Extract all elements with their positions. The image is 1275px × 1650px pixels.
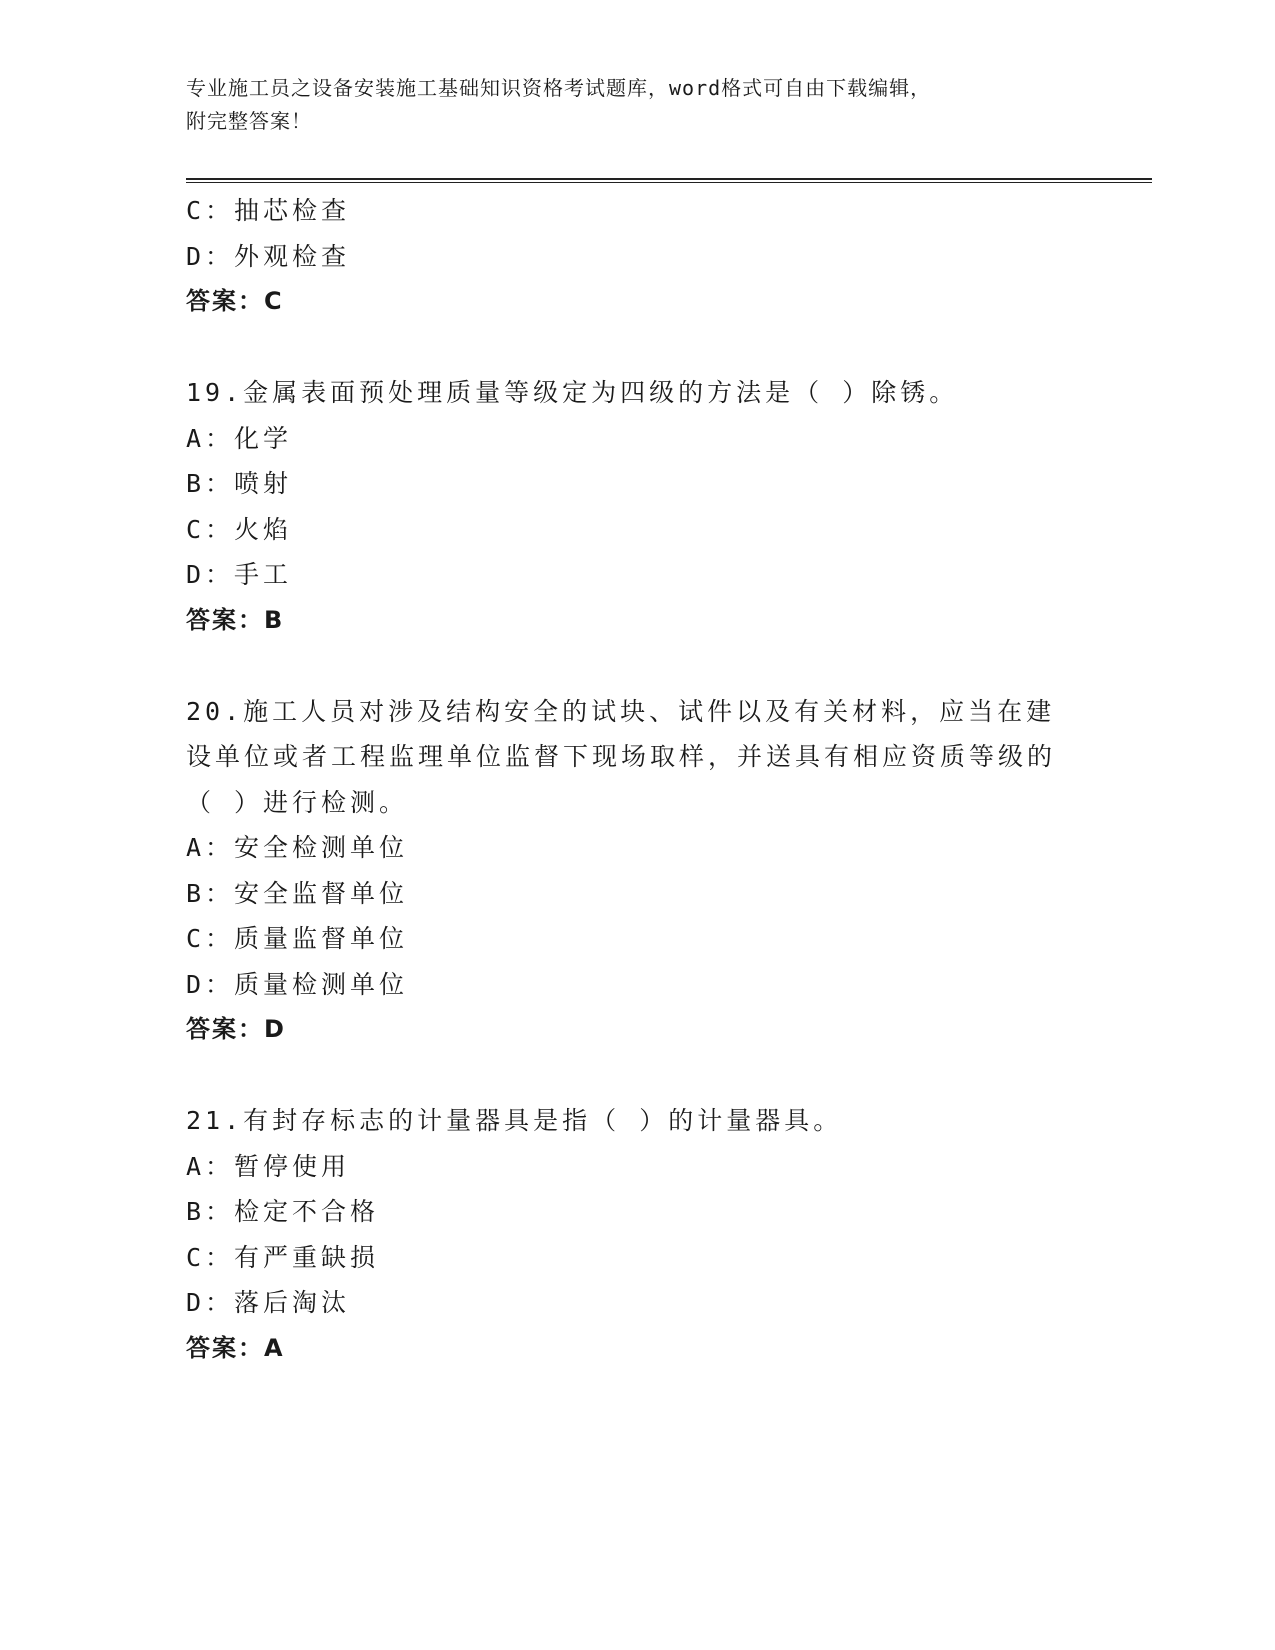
answer: 答案：D xyxy=(186,1015,286,1043)
document-header xyxy=(186,72,1086,138)
answer: 答案：C xyxy=(186,287,284,315)
spacer xyxy=(186,1053,1086,1099)
option-b: B：喷射 xyxy=(186,469,293,498)
question-19 xyxy=(186,370,1086,643)
question-21 xyxy=(186,1098,1086,1371)
option-d: D：落后淘汰 xyxy=(186,1288,351,1317)
header-divider xyxy=(186,178,1152,183)
header-line-1: 专业施工员之设备安装施工基础知识资格考试题库，word格式可自由下载编辑， xyxy=(186,76,932,100)
option-c: C：火焰 xyxy=(186,514,293,544)
option-d: D：手工 xyxy=(186,560,293,589)
option-b: B：检定不合格 xyxy=(186,1197,380,1226)
option-d: D：质量检测单位 xyxy=(186,969,409,999)
option-d: D：外观检查 xyxy=(186,241,351,271)
option-a: A：化学 xyxy=(186,423,293,453)
spacer xyxy=(186,325,1086,371)
question-list xyxy=(186,188,1086,1371)
spacer xyxy=(186,643,1086,689)
option-a: A：暂停使用 xyxy=(186,1151,351,1181)
option-c: C：抽芯检查 xyxy=(186,196,351,225)
header-line-2: 附完整答案！ xyxy=(186,109,312,133)
question-stem: 20.施工人员对涉及结构安全的试块、试件以及有关材料，应当在建设单位或者工程监理单位监督下现场取样，并送具有相应资质等级的（ ）进行检测。 xyxy=(186,696,1057,817)
answer: 答案：B xyxy=(186,605,285,634)
option-b: B：安全监督单位 xyxy=(186,878,409,908)
question-stem: 19.金属表面预处理质量等级定为四级的方法是（ ）除锈。 xyxy=(186,378,959,407)
question-stem: 21.有封存标志的计量器具是指（ ）的计量器具。 xyxy=(186,1106,843,1135)
option-a: A：安全检测单位 xyxy=(186,833,409,862)
question-20 xyxy=(186,689,1086,1053)
option-c: C：有严重缺损 xyxy=(186,1242,380,1272)
option-c: C：质量监督单位 xyxy=(186,924,409,953)
answer: 答案：A xyxy=(186,1333,285,1362)
